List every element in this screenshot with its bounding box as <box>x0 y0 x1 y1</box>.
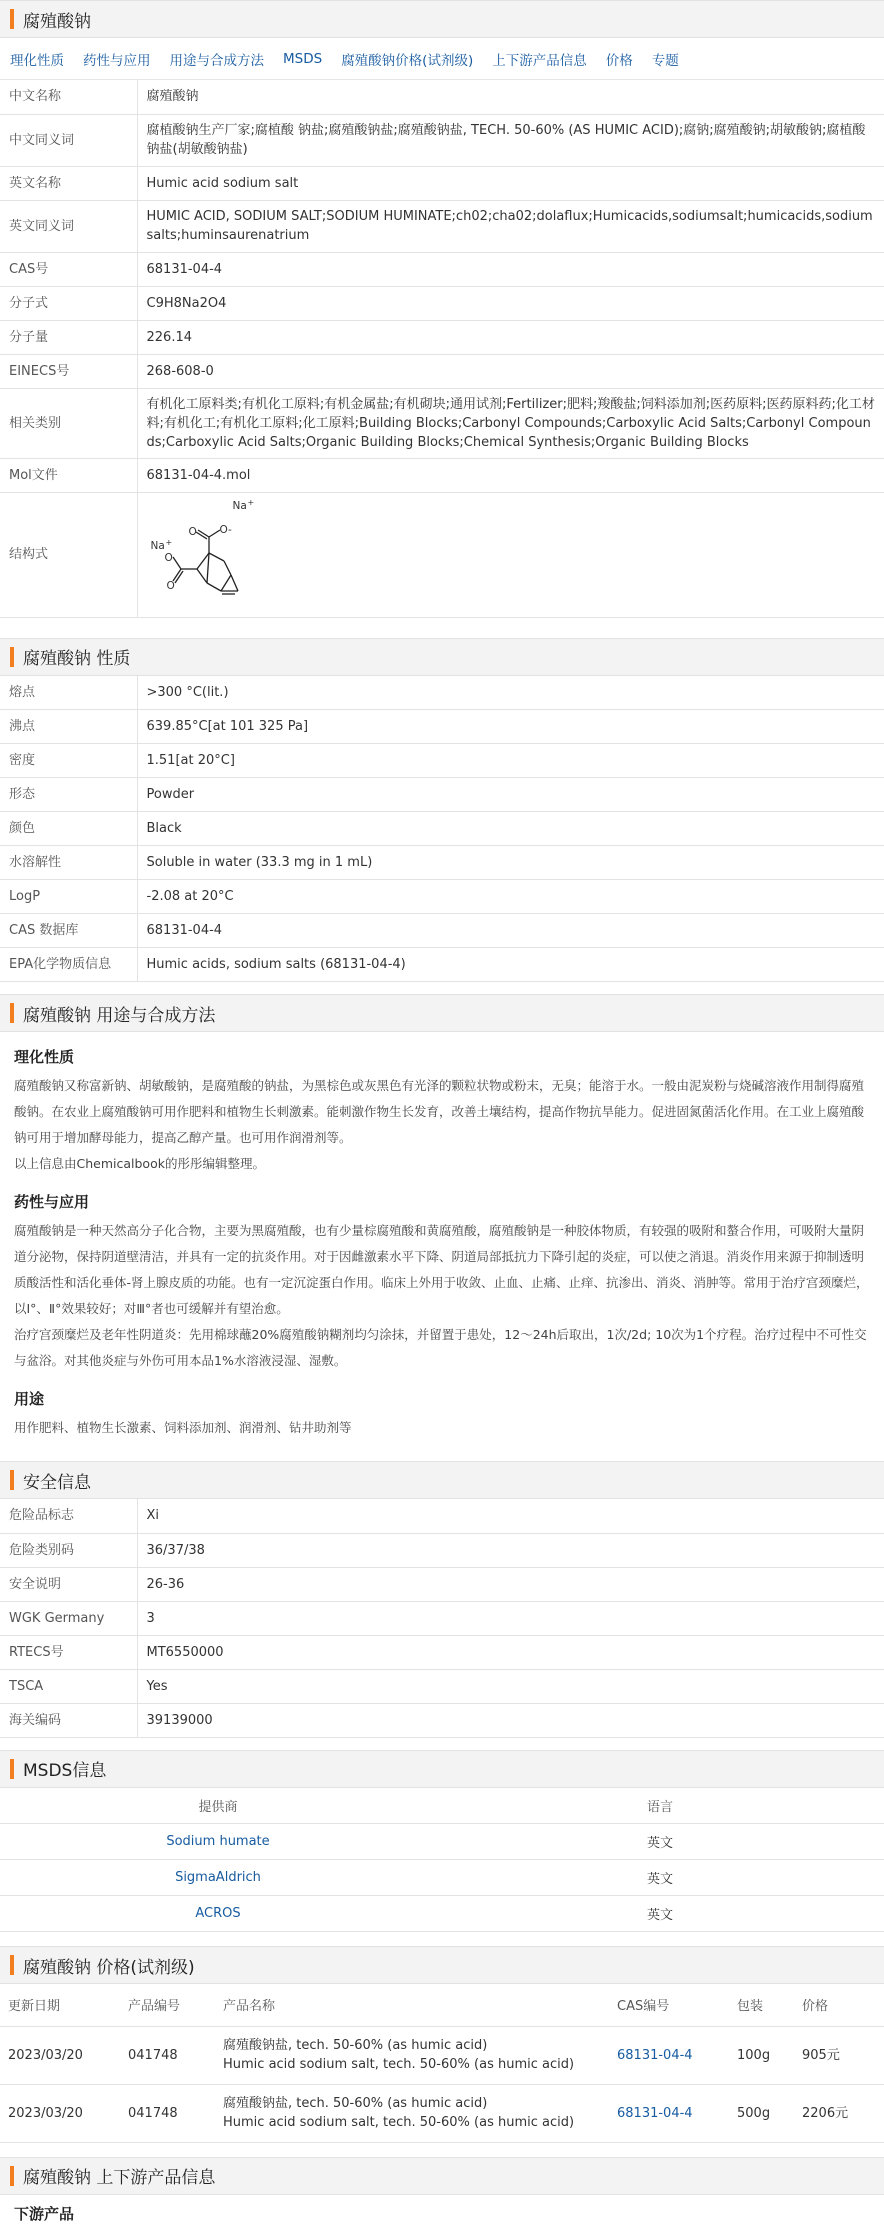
nav-link-physchem[interactable]: 理化性质 <box>10 52 64 69</box>
structure-charge-plus-left: + <box>165 537 173 547</box>
msds-provider-link[interactable]: ACROS <box>0 1896 436 1932</box>
safety-title: 安全信息 <box>23 1472 91 1493</box>
section-gap <box>0 1932 884 1946</box>
safety-header <box>0 1461 884 1499</box>
property-key: LogP <box>0 880 137 914</box>
section-gap <box>0 982 884 994</box>
table-row <box>0 846 884 880</box>
structure-atom-na-left: Na <box>150 539 165 552</box>
table-row <box>0 1533 884 1567</box>
safety-value: 39139000 <box>137 1703 884 1737</box>
product-name-en: Humic acid sodium salt, tech. 50-60% (as humic acid) <box>223 2057 575 2072</box>
table-row <box>0 2084 884 2142</box>
property-key: 形态 <box>0 778 137 812</box>
physchem-text: 腐殖酸钠又称富新钠、胡敏酸钠，是腐殖酸的钠盐，为黑棕色或灰黑色有光泽的颗粒状物或粉末，无臭；能溶于水。一般由泥炭粉与烧碱溶液作用制得腐殖酸钠。在农业上腐殖酸钠可用作肥料和植物生长刺激素。能刺激作物生长发育，改善土壤结构，提高作物抗旱能力。促进固氮菌活化作用。在工业上腐殖酸钠可用于增加酵母能力，提高乙醇产量。也可用作润滑剂等。 <box>14 1078 865 1145</box>
msds-provider-link[interactable]: Sodium humate <box>0 1824 436 1860</box>
col-date: 更新日期 <box>0 1984 120 2026</box>
table-row <box>0 2026 884 2084</box>
table-row <box>0 1567 884 1601</box>
safety-key: 危险类别码 <box>0 1533 137 1567</box>
table-row <box>0 812 884 846</box>
page-title: 腐殖酸钠 <box>23 11 91 32</box>
table-row <box>0 744 884 778</box>
table-row <box>0 880 884 914</box>
table-row <box>0 354 884 388</box>
property-value: Soluble in water (33.3 mg in 1 mL) <box>137 846 884 880</box>
table-row <box>0 492 884 617</box>
table-row <box>0 1896 884 1932</box>
safety-key: 安全说明 <box>0 1567 137 1601</box>
row-key: EINECS号 <box>0 354 137 388</box>
property-value: >300 °C(lit.) <box>137 676 884 710</box>
price-product-name <box>215 2026 609 2084</box>
safety-value-link[interactable]: 36/37/38 <box>137 1533 884 1567</box>
col-language: 语言 <box>436 1788 884 1824</box>
row-value: 226.14 <box>137 320 884 354</box>
row-key: CAS号 <box>0 252 137 286</box>
safety-key: 危险品标志 <box>0 1499 137 1533</box>
row-value: C9H8Na2O4 <box>137 286 884 320</box>
accent-bar <box>10 1470 14 1490</box>
row-key: 英文同义词 <box>0 200 137 252</box>
structure-cell <box>137 492 884 617</box>
nav-link-usage[interactable]: 用途与合成方法 <box>169 52 264 69</box>
structure-atom-o-minus: O- <box>219 523 232 536</box>
property-key: CAS 数据库 <box>0 914 137 948</box>
price-value: 2206元 <box>794 2084 884 2142</box>
price-date: 2023/03/20 <box>0 2026 120 2084</box>
price-table <box>0 1984 884 2143</box>
row-value: 68131-04-4 <box>137 252 884 286</box>
property-value: 1.51[at 20°C] <box>137 744 884 778</box>
price-pack: 100g <box>729 2026 794 2084</box>
row-key: 中文同义词 <box>0 114 137 166</box>
structure-charge-plus-top: + <box>247 497 255 507</box>
table-row <box>0 1824 884 1860</box>
msds-title: MSDS信息 <box>23 1761 107 1781</box>
price-date: 2023/03/20 <box>0 2084 120 2142</box>
physchem-note: 以上信息由Chemicalbook的彤彤编辑整理。 <box>14 1156 265 1171</box>
msds-provider-link[interactable]: SigmaAldrich <box>0 1860 436 1896</box>
table-row <box>0 1499 884 1533</box>
property-value-link[interactable]: 68131-04-4 <box>137 914 884 948</box>
nav-link-msds[interactable]: MSDS <box>283 50 323 67</box>
col-cas: CAS编号 <box>609 1984 729 2026</box>
use-text: 用作肥料、植物生长激素、饲料添加剂、润滑剂、钻井助剂等 <box>14 1420 352 1435</box>
table-row <box>0 1635 884 1669</box>
price-code: 041748 <box>120 2026 215 2084</box>
safety-body <box>0 1499 884 1737</box>
col-price: 价格 <box>794 1984 884 2026</box>
property-value: Black <box>137 812 884 846</box>
price-value: 905元 <box>794 2026 884 2084</box>
col-provider: 提供商 <box>0 1788 436 1824</box>
physchem-heading: 理化性质 <box>14 1048 75 1066</box>
usage-title: 腐殖酸钠 用途与合成方法 <box>23 1005 216 1026</box>
updown-header <box>0 2157 884 2195</box>
accent-bar <box>10 1955 14 1975</box>
property-key: EPA化学物质信息 <box>0 948 137 982</box>
mol-file-link[interactable]: 68131-04-4.mol <box>137 458 884 492</box>
msds-table <box>0 1788 884 1933</box>
table-row <box>0 458 884 492</box>
msds-language: 英文 <box>436 1860 884 1896</box>
category-links[interactable]: 有机化工原料类;有机化工原料;有机金属盐;有机砌块;通用试剂;Fertilizer;肥料;羧酸盐;饲料添加剂;医药原料;医药原料药;化工材料;有机化工;有机化工原料;化工原料;Building Blocks;Carbonyl Compounds;Carboxylic Acid Salts;Carbonyl Compounds;Carboxylic Acid Salts;Organic Building Blocks;Chemical Synthesis;Organic Building Blocks <box>137 388 884 458</box>
nav-link-updown[interactable]: 上下游产品信息 <box>492 52 587 69</box>
section-gap <box>0 1451 884 1461</box>
safety-key: RTECS号 <box>0 1635 137 1669</box>
safety-key: TSCA <box>0 1669 137 1703</box>
pharma-text-2: 治疗宫颈糜烂及老年性阴道炎：先用棉球蘸20%腐殖酸钠糊剂均匀涂抹，并留置于患处，12～24h后取出，1次/2d; 10次为1个疗程。治疗过程中不可性交与盆浴。对其他炎症与外伤可用本品1%水溶液浸湿、湿敷。 <box>14 1327 867 1368</box>
table-row <box>0 286 884 320</box>
usage-header <box>0 994 884 1032</box>
price-title: 腐殖酸钠 价格(试剂级) <box>23 1957 195 1978</box>
property-key: 颜色 <box>0 812 137 846</box>
section-nav <box>0 38 884 80</box>
row-key: 分子式 <box>0 286 137 320</box>
accent-bar <box>10 9 14 29</box>
structure-atom-na-top: Na <box>232 499 247 512</box>
table-row <box>0 252 884 286</box>
properties-table <box>0 676 884 983</box>
section-gap <box>0 1738 884 1750</box>
msds-header <box>0 1750 884 1788</box>
property-value-link[interactable]: Humic acids, sodium salts (68131-04-4) <box>137 948 884 982</box>
product-name-en: Humic acid sodium salt, tech. 50-60% (as humic acid) <box>223 2115 575 2130</box>
row-value: 268-608-0 <box>137 354 884 388</box>
row-key: 结构式 <box>0 492 137 617</box>
safety-value: MT6550000 <box>137 1635 884 1669</box>
nav-link-topic[interactable]: 专题 <box>651 52 679 69</box>
row-value: Humic acid sodium salt <box>137 166 884 200</box>
updown-title: 腐殖酸钠 上下游产品信息 <box>23 2168 216 2188</box>
use-heading: 用途 <box>14 1390 45 1408</box>
col-pack: 包装 <box>729 1984 794 2026</box>
downstream-heading: 下游产品 <box>14 2204 75 2223</box>
safety-table <box>0 1499 884 1738</box>
safety-key: 海关编码 <box>0 1703 137 1737</box>
table-row <box>0 320 884 354</box>
table-row <box>0 388 884 458</box>
nav-link-price[interactable]: 价格 <box>605 52 633 69</box>
nav-link-pharmacology[interactable]: 药性与应用 <box>83 52 151 69</box>
structure-atom-o-bottom: O <box>166 579 175 592</box>
property-key: 熔点 <box>0 676 137 710</box>
table-row <box>0 80 884 114</box>
product-name-cn: 腐殖酸钠盐, tech. 50-60% (as humic acid) <box>223 2096 488 2111</box>
table-row <box>0 114 884 166</box>
price-pack: 500g <box>729 2084 794 2142</box>
usage-content <box>0 1032 884 1451</box>
table-row <box>0 710 884 744</box>
row-key: 中文名称 <box>0 80 137 114</box>
accent-bar <box>10 647 14 667</box>
price-code: 041748 <box>120 2084 215 2142</box>
msds-language: 英文 <box>436 1896 884 1932</box>
property-key: 沸点 <box>0 710 137 744</box>
table-header-row <box>0 1788 884 1824</box>
safety-value: 3 <box>137 1601 884 1635</box>
property-value: Powder <box>137 778 884 812</box>
price-header <box>0 1946 884 1984</box>
section-gap <box>0 618 884 638</box>
property-value: 639.85°C[at 101 325 Pa] <box>137 710 884 744</box>
basic-info-table <box>0 80 884 618</box>
table-row <box>0 1669 884 1703</box>
table-row <box>0 948 884 982</box>
nav-link-price-reagent[interactable]: 腐殖酸钠价格(试剂级) <box>341 52 474 69</box>
price-product-name <box>215 2084 609 2142</box>
table-row <box>0 914 884 948</box>
property-key: 密度 <box>0 744 137 778</box>
pharma-heading: 药性与应用 <box>14 1193 90 1211</box>
accent-bar <box>10 2166 14 2186</box>
product-name-cn: 腐殖酸钠盐, tech. 50-60% (as humic acid) <box>223 2038 488 2053</box>
properties-title: 腐殖酸钠 性质 <box>23 649 131 669</box>
row-value: HUMIC ACID, SODIUM SALT;SODIUM HUMINATE;ch02;cha02;dolaflux;Humicacids,sodiumsalt;humicacids,sodiumsalts;huminsaurenatrium <box>137 200 884 252</box>
accent-bar <box>10 1003 14 1023</box>
structure-atom-o-left: O <box>164 551 173 564</box>
page-header <box>0 0 884 38</box>
table-row <box>0 1703 884 1737</box>
properties-header <box>0 638 884 676</box>
row-key: 英文名称 <box>0 166 137 200</box>
cn-name-link[interactable]: 腐殖酸钠 <box>137 80 884 114</box>
table-header-row <box>0 1984 884 2026</box>
accent-bar <box>10 1759 14 1779</box>
table-row <box>0 676 884 710</box>
row-key: 相关类别 <box>0 388 137 458</box>
property-value: -2.08 at 20°C <box>137 880 884 914</box>
property-key: 水溶解性 <box>0 846 137 880</box>
col-code: 产品编号 <box>120 1984 215 2026</box>
table-row <box>0 778 884 812</box>
row-key: Mol文件 <box>0 458 137 492</box>
table-row <box>0 200 884 252</box>
structure-atom-o-dbl: O <box>188 525 197 538</box>
msds-language: 英文 <box>436 1824 884 1860</box>
safety-value-link[interactable]: 26-36 <box>137 1567 884 1601</box>
table-row <box>0 1860 884 1896</box>
price-cas-link[interactable]: 68131-04-4 <box>609 2084 729 2142</box>
col-name: 产品名称 <box>215 1984 609 2026</box>
row-value: 腐植酸钠生产厂家;腐植酸 钠盐;腐殖酸钠盐;腐殖酸钠盐, TECH. 50-60% (AS HUMIC ACID);腐钠;腐殖酸钠;胡敏酸钠;腐植酸钠盐(胡敏酸钠盐) <box>137 114 884 166</box>
table-row <box>0 1601 884 1635</box>
pharma-text: 腐殖酸钠是一种天然高分子化合物，主要为黑腐殖酸，也有少量棕腐殖酸和黄腐殖酸，腐殖酸钠是一种胶体物质，有较强的吸附和螯合作用，可吸附大量阴道分泌物，保持阴道壁清洁，并具有一定的抗炎作用。对于因雌激素水平下降、阴道局部抵抗力下降引起的炎症，可以使之消退。消炎作用来源于抑制透明质酸活性和活化垂体-肾上腺皮质的功能。也有一定沉淀蛋白作用。临床上外用于收敛、止血、止痛、止痒、抗渗出、消炎、消肿等。常用于治疗宫颈糜烂，以Ⅰ°、Ⅱ°效果较好；对Ⅲ°者也可缓解并有望治愈。 <box>14 1223 869 1316</box>
safety-value-link[interactable]: Xi <box>137 1499 884 1533</box>
table-row <box>0 166 884 200</box>
price-cas-link[interactable]: 68131-04-4 <box>609 2026 729 2084</box>
row-key: 分子量 <box>0 320 137 354</box>
section-gap <box>0 2143 884 2157</box>
safety-key: WGK Germany <box>0 1601 137 1635</box>
safety-value: Yes <box>137 1669 884 1703</box>
properties-body <box>0 676 884 982</box>
